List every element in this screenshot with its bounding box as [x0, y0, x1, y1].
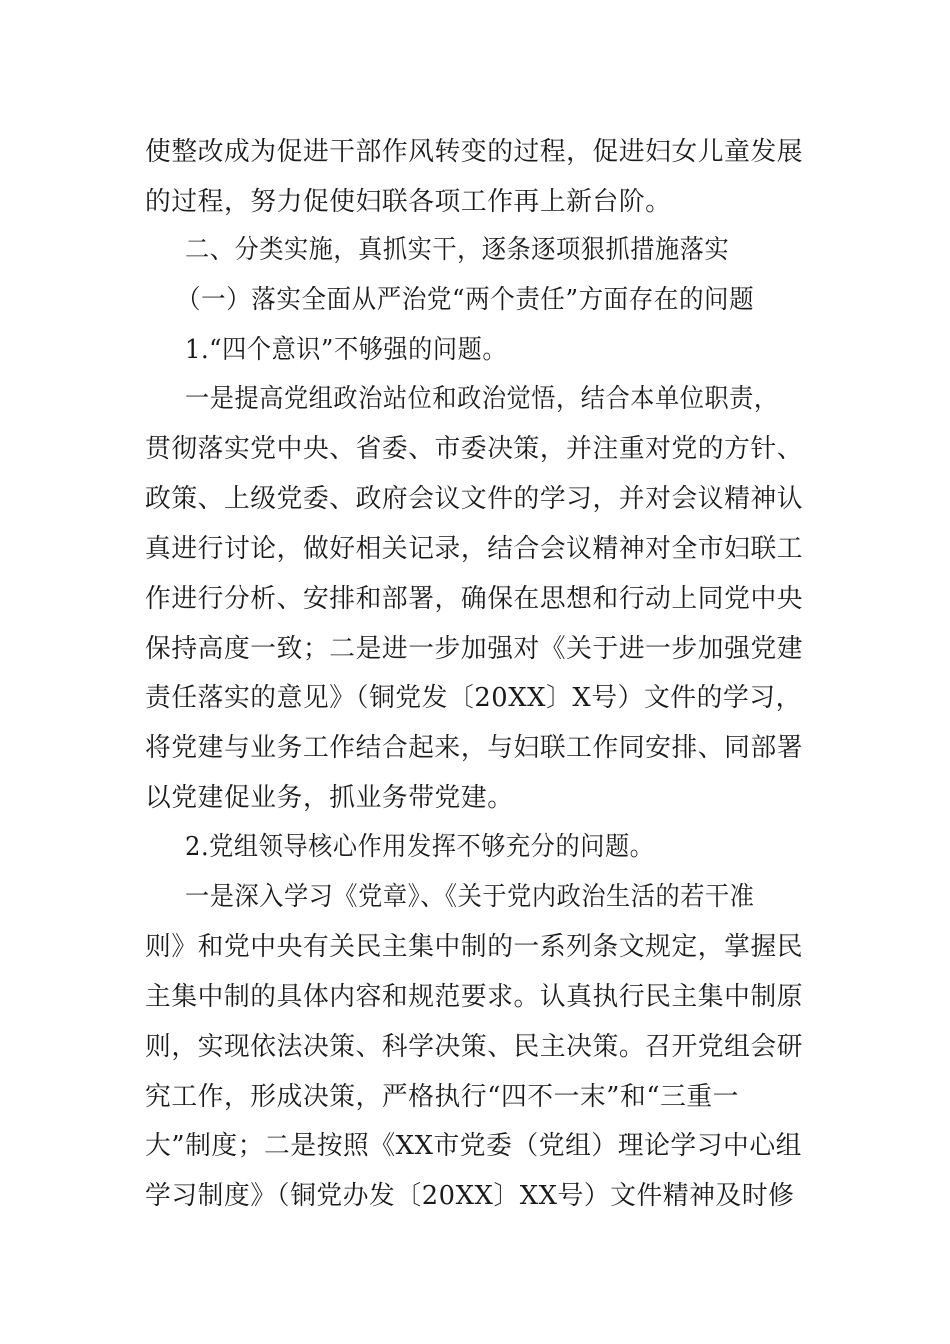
- paragraph-line: 贯彻落实党中央、省委、市委决策，并注重对党的方针、: [145, 434, 804, 464]
- subsection-heading: （一）落实全面从严治党“两个责任”方面存在的问题: [176, 285, 755, 315]
- paragraph-line: 以党建促业务，抓业务带党建。: [145, 783, 514, 813]
- section-heading: 二、分类实施，真抓实干，逐条逐项狠抓措施落实: [185, 235, 730, 265]
- paragraph-line: 责任落实的意见》（铜党发〔20XX〕X号）文件的学习，: [145, 683, 802, 713]
- paragraph-line: 一是提高党组政治站位和政治觉悟，结合本单位职责，: [185, 384, 779, 414]
- paragraph-line: 大”制度；二是按照《XX市党委（党组）理论学习中心组: [145, 1131, 803, 1161]
- paragraph-line: 使整改成为促进干部作风转变的过程，促进妇女儿童发展: [145, 137, 804, 167]
- paragraph-line: 保持高度一致；二是进一步加强对《关于进一步加强党建: [145, 634, 804, 664]
- paragraph-line: 真进行讨论，做好相关记录，结合会议精神对全市妇联工: [145, 534, 804, 564]
- paragraph-line: 究工作，形成决策，严格执行“四不一末”和“三重一: [145, 1082, 740, 1112]
- paragraph-line: 则》和党中央有关民主集中制的一系列条文规定，掌握民: [145, 932, 804, 962]
- paragraph-line: 政策、上级党委、政府会议文件的学习，并对会议精神认: [145, 484, 804, 514]
- paragraph-line: 主集中制的具体内容和规范要求。认真执行民主集中制原: [145, 982, 804, 1012]
- paragraph-line: 一是深入学习《党章》、《关于党内政治生活的若干准: [185, 882, 755, 912]
- paragraph-line: 学习制度》（铜党办发〔20XX〕XX号）文件精神及时修: [145, 1181, 795, 1211]
- paragraph-line: 作进行分析、安排和部署，确保在思想和行动上同党中央: [145, 584, 804, 614]
- paragraph-line: 将党建与业务工作结合起来，与妇联工作同安排、同部署: [145, 733, 804, 763]
- item-heading: 2.党组领导核心作用发挥不够充分的问题。: [185, 832, 655, 862]
- paragraph-line: 的过程，努力促使妇联各项工作再上新台阶。: [145, 187, 672, 217]
- paragraph-line: 则，实现依法决策、科学决策、民主决策。召开党组会研: [145, 1032, 804, 1062]
- item-heading: 1.“四个意识”不够强的问题。: [185, 335, 508, 365]
